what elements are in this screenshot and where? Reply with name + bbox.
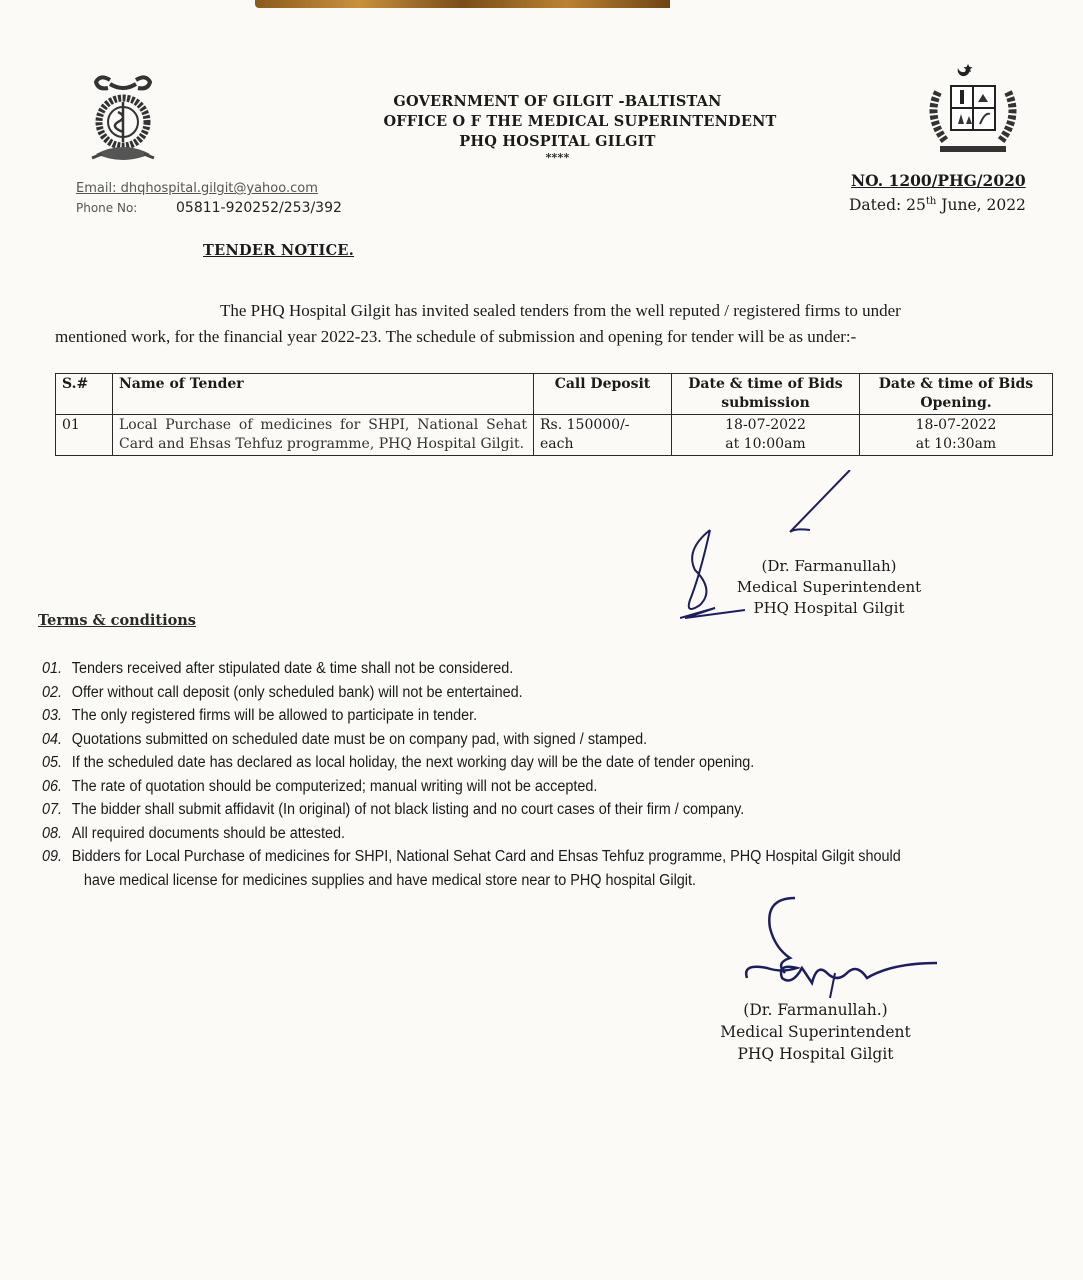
phone-row: [76, 198, 342, 219]
term-number: 03.: [42, 707, 63, 724]
header-office: OFFICE O F THE MEDICAL SUPERINTENDENT: [383, 113, 777, 130]
header-deposit: Call Deposit: [534, 374, 672, 415]
header-sn: S.#: [56, 374, 113, 415]
table-header-row: [56, 374, 1053, 415]
term-number: 07.: [42, 801, 63, 818]
deposit-amount: Rs. 150000/-: [540, 417, 630, 433]
signatory-office: PHQ Hospital Gilgit: [737, 1045, 894, 1063]
cell-opening: [860, 415, 1053, 456]
dated-prefix: Dated: 25: [849, 196, 926, 215]
term-text: The only registered firms will be allowed to participate in tender.: [71, 707, 478, 724]
terms-heading: Terms & conditions: [38, 612, 196, 629]
term-item: [42, 751, 991, 775]
term-number: 04.: [42, 730, 63, 748]
submission-date: 18-07-2022: [725, 417, 806, 433]
cell-sn: 01: [56, 415, 113, 456]
gilgit-baltistan-crest-icon: [918, 62, 1028, 162]
header-stars: ****: [545, 151, 570, 164]
term-item: [42, 822, 991, 846]
cell-submission: [672, 415, 860, 456]
submission-time: at 10:00am: [725, 436, 806, 452]
letterhead: [330, 92, 830, 164]
terms-list: [42, 657, 991, 892]
term-text: If the scheduled date has declared as local holiday, the next working day will be the date of tender opening.: [71, 754, 755, 771]
term-text: Bidders for Local Purchase of medicines for SHPI, National Sehat Card and Ehsas Tehfuz programme, PHQ Hospital Gilgit should: [71, 848, 901, 865]
dated-suffix: June, 2022: [936, 196, 1026, 215]
term-item: [42, 704, 991, 728]
reference-block: [849, 170, 1026, 216]
term-number: 09.: [42, 848, 63, 865]
term-continuation: have medical license for medicines supplies and have medical store near to PHQ hospital Gilgit.: [83, 871, 697, 889]
term-item: [42, 657, 991, 681]
signature-mark-2: [735, 893, 955, 1003]
signatory-designation: Medical Superintendent: [720, 1023, 911, 1041]
signatory-block-2: [718, 999, 913, 1065]
phone-label: Phone No:: [76, 201, 138, 215]
intro-line-1: The PHQ Hospital Gilgit has invited sealed tenders from the well reputed / registered firms to under: [220, 301, 901, 320]
term-item: [42, 728, 991, 752]
term-item: [42, 681, 991, 705]
term-item: [42, 798, 991, 822]
dated: [849, 191, 1026, 216]
intro-paragraph: [55, 298, 1055, 350]
table-row: [56, 415, 1053, 456]
header-government: GOVERNMENT OF GILGIT -BALTISTAN: [393, 93, 722, 110]
cell-name: Local Purchase of medicines for SHPI, National Sehat Card and Ehsas Tehfuz programme, PHQ Hospital Gilgit.: [113, 415, 534, 456]
dated-sup: th: [925, 196, 937, 207]
header-submission: Date & time of Bids submission: [672, 374, 860, 415]
header-hospital: PHQ HOSPITAL GILGIT: [459, 133, 656, 150]
term-number: 02.: [42, 683, 63, 701]
email-link[interactable]: Email: dhqhospital.gilgit@yahoo.com: [76, 181, 318, 196]
term-text: Tenders received after stipulated date & time shall not be considered.: [71, 660, 514, 677]
term-number: 01.: [42, 660, 63, 677]
reference-number: NO. 1200/PHG/2020: [851, 171, 1026, 190]
signatory-block-1: [736, 556, 922, 619]
term-text: All required documents should be attested.: [71, 824, 346, 842]
term-text: The bidder shall submit affidavit (In original) of not black listing and no court cases of their firm / company.: [71, 801, 745, 818]
contact-info: [76, 180, 342, 219]
signatory-office: PHQ Hospital Gilgit: [753, 599, 905, 617]
torn-paper-edge: [255, 0, 670, 8]
term-number: 08.: [42, 824, 63, 842]
header-opening: Date & time of Bids Opening.: [860, 374, 1053, 415]
tender-schedule-table: [55, 373, 1053, 456]
term-number: 05.: [42, 754, 63, 771]
term-number: 06.: [42, 777, 63, 795]
signatory-name: (Dr. Farmanullah): [761, 557, 897, 575]
intro-line-2: mentioned work, for the financial year 2022-23. The schedule of submission and opening for tender will be as under:-: [55, 327, 857, 346]
document-title: TENDER NOTICE.: [203, 242, 355, 259]
opening-time: at 10:30am: [915, 436, 997, 452]
opening-date: 18-07-2022: [915, 417, 997, 433]
term-item: [42, 775, 991, 799]
deposit-unit: each: [540, 436, 574, 452]
term-text: Offer without call deposit (only scheduled bank) will not be entertained.: [71, 683, 523, 701]
term-item: [42, 845, 991, 869]
header-name: Name of Tender: [113, 374, 534, 415]
term-text: The rate of quotation should be computerized; manual writing will not be accepted.: [71, 777, 598, 795]
phone-number: 05811-920252/253/392: [176, 200, 342, 216]
term-text: Quotations submitted on scheduled date must be on company pad, with signed / stamped.: [71, 730, 648, 748]
signatory-name: (Dr. Farmanullah.): [743, 1001, 888, 1019]
medical-emblem-icon: [88, 72, 158, 172]
cell-deposit: [534, 415, 672, 456]
signatory-designation: Medical Superintendent: [736, 578, 922, 596]
